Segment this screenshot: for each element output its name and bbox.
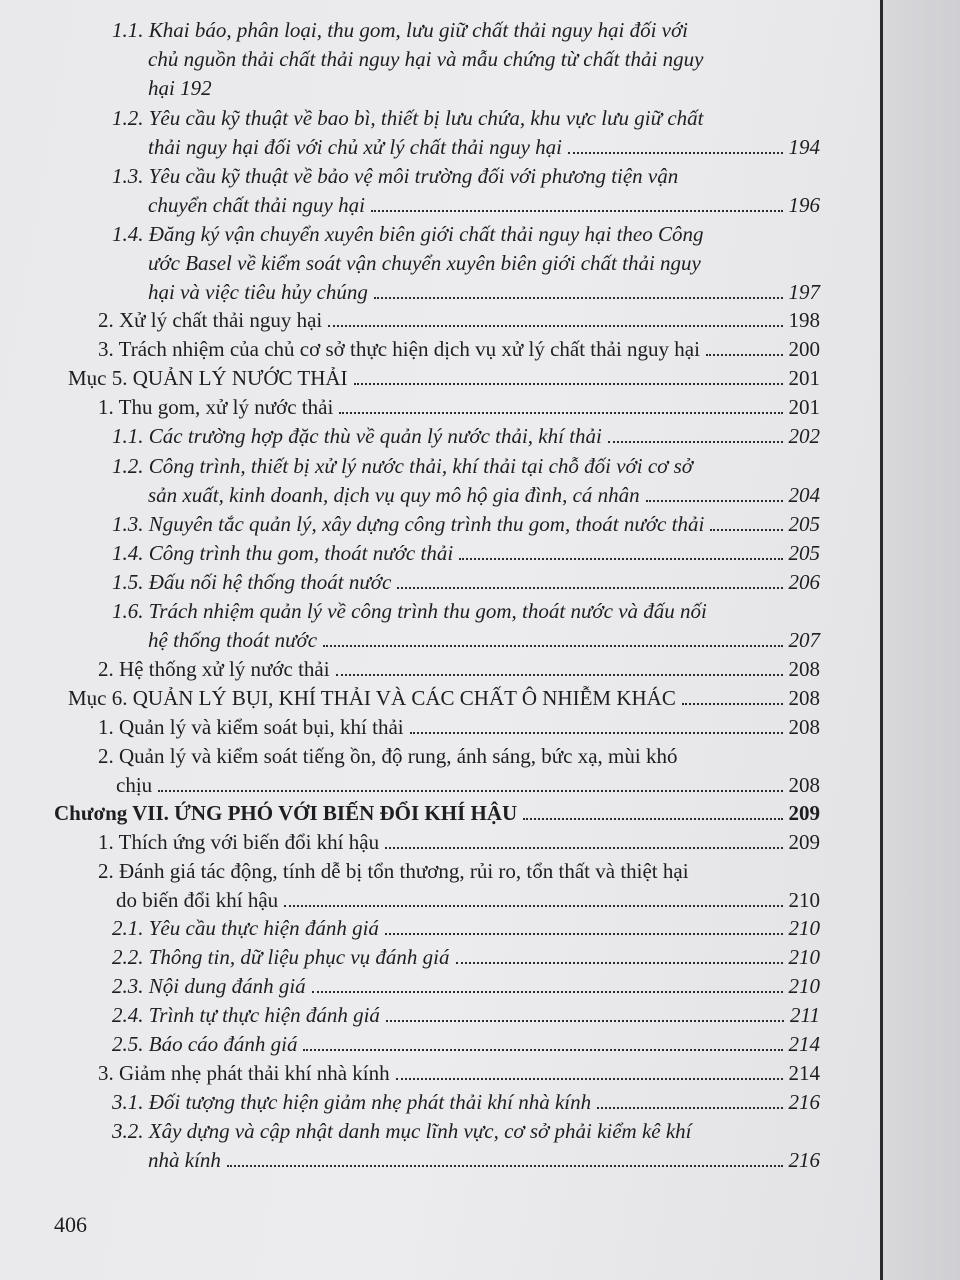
entry-title-line: 3. Giảm nhẹ phát thải khí nhà kính <box>98 1061 390 1085</box>
toc-entry <box>112 16 820 103</box>
entry-page-number: 202 <box>788 424 820 448</box>
toc-entry <box>98 306 820 335</box>
dot-leader <box>386 1020 784 1022</box>
chapter-entry <box>54 799 820 828</box>
entry-page-number: 208 <box>788 686 820 710</box>
dot-leader <box>597 1107 782 1109</box>
entry-title-line: 1.3. Yêu cầu kỹ thuật về bảo vệ môi trường đối với phương tiện vận <box>112 164 679 188</box>
dot-leader <box>284 905 782 907</box>
entry-page-number: 201 <box>788 366 820 390</box>
entry-title-line: sản xuất, kinh doanh, dịch vụ quy mô hộ gia đình, cá nhân <box>148 483 640 507</box>
entry-title-line: 1.3. Nguyên tắc quản lý, xây dựng công trình thu gom, thoát nước thải <box>112 512 705 536</box>
entry-title-line: nhà kính <box>148 1148 221 1172</box>
entry-title-line: hại 192 <box>148 76 212 100</box>
entry-title-line: 2. Xử lý chất thải nguy hại <box>98 308 323 332</box>
toc-entry <box>112 162 820 220</box>
toc-entry <box>98 655 820 684</box>
dot-leader <box>646 500 783 502</box>
toc-entry <box>112 104 820 162</box>
entry-title-line: 2.5. Báo cáo đánh giá <box>112 1032 298 1056</box>
toc-entry <box>98 1059 820 1088</box>
toc-entry <box>112 452 820 510</box>
toc-entry <box>112 1088 820 1117</box>
dot-leader <box>158 790 782 792</box>
toc-entry <box>98 857 820 915</box>
toc-entry <box>98 742 820 800</box>
entry-page-number: 209 <box>788 801 820 825</box>
dot-leader <box>706 354 783 356</box>
dot-leader <box>459 558 782 560</box>
entry-page-number: 216 <box>788 1148 820 1172</box>
entry-title-line: chịu <box>116 773 153 797</box>
entry-page-number: 210 <box>788 888 820 912</box>
entry-title-line: Mục 6. QUẢN LÝ BỤI, KHÍ THẢI VÀ CÁC CHẤT Ô NHIỄM KHÁC <box>68 686 676 710</box>
dot-leader <box>328 325 782 327</box>
entry-title-line: 2.3. Nội dung đánh giá <box>112 974 306 998</box>
entry-title-line: hệ thống thoát nước <box>148 628 318 652</box>
entry-page-number: 204 <box>788 483 820 507</box>
entry-page-number: 200 <box>788 337 820 361</box>
dot-leader <box>396 1078 783 1080</box>
entry-page-number: 194 <box>788 135 820 159</box>
entry-page-number: 209 <box>788 830 820 854</box>
entry-page-number: 201 <box>788 395 820 419</box>
dot-leader <box>410 732 783 734</box>
dot-leader <box>336 674 783 676</box>
dot-leader <box>374 297 783 299</box>
entry-title-line: Chương VII. ỨNG PHÓ VỚI BIẾN ĐỔI KHÍ HẬU <box>54 801 518 825</box>
dot-leader <box>312 991 783 993</box>
toc-entry <box>112 422 820 451</box>
dot-leader <box>371 210 783 212</box>
toc-entry <box>98 828 820 857</box>
page-number: 406 <box>54 1212 87 1237</box>
dot-leader <box>385 847 782 849</box>
entry-page-number: 197 <box>788 280 820 304</box>
entry-page-number: 210 <box>788 916 820 940</box>
entry-title-line: 1.4. Đăng ký vận chuyển xuyên biên giới chất thải nguy hại theo Công <box>112 222 704 246</box>
entry-title-line: 2. Quản lý và kiểm soát tiếng ồn, độ rung, ánh sáng, bức xạ, mùi khó <box>98 744 678 768</box>
dot-leader <box>227 1165 783 1167</box>
entry-title-line: 1.4. Công trình thu gom, thoát nước thải <box>112 541 454 565</box>
entry-page-number: 205 <box>788 541 820 565</box>
toc-entry <box>98 335 820 364</box>
entry-title-line: 1.2. Yêu cầu kỹ thuật về bao bì, thiết bị lưu chứa, khu vực lưu giữ chất <box>112 106 704 130</box>
entry-title-line: 2.4. Trình tự thực hiện đánh giá <box>112 1003 380 1027</box>
entry-page-number: 196 <box>788 193 820 217</box>
entry-page-number: 208 <box>788 657 820 681</box>
dot-leader <box>523 818 782 820</box>
entry-page-number: 211 <box>790 1003 820 1027</box>
entry-title-line: 2. Hệ thống xử lý nước thải <box>98 657 330 681</box>
entry-page-number: 206 <box>788 570 820 594</box>
entry-title-line: 1.6. Trách nhiệm quản lý về công trình thu gom, thoát nước và đấu nối <box>112 599 707 623</box>
entry-title-line: 1.1. Các trường hợp đặc thù về quản lý nước thải, khí thải <box>112 424 602 448</box>
entry-title-line: 3.2. Xây dựng và cập nhật danh mục lĩnh vực, cơ sở phải kiểm kê khí <box>112 1119 692 1143</box>
toc-entry <box>112 220 820 307</box>
entry-title-line: Mục 5. QUẢN LÝ NƯỚC THẢI <box>68 366 348 390</box>
toc-entry <box>112 914 820 943</box>
toc-entry <box>112 1030 820 1059</box>
entry-title-line: 1.1. Khai báo, phân loại, thu gom, lưu giữ chất thải nguy hại đối với <box>112 18 689 42</box>
dot-leader <box>710 529 782 531</box>
entry-title-line: 1. Thích ứng với biến đổi khí hậu <box>98 830 380 854</box>
entry-title-line: 1.5. Đấu nối hệ thống thoát nước <box>112 570 392 594</box>
dot-leader <box>323 645 782 647</box>
entry-title-line: thải nguy hại đối với chủ xử lý chất thải nguy hại <box>148 135 563 159</box>
entry-title-line: 3.1. Đối tượng thực hiện giảm nhẹ phát thải khí nhà kính <box>112 1090 592 1114</box>
entry-title-line: 3. Trách nhiệm của chủ cơ sở thực hiện dịch vụ xử lý chất thải nguy hại <box>98 337 700 361</box>
entry-page-number: 207 <box>788 628 820 652</box>
dot-leader <box>568 152 782 154</box>
dot-leader <box>303 1049 782 1051</box>
entry-page-number: 198 <box>788 308 820 332</box>
entry-page-number: 216 <box>788 1090 820 1114</box>
toc-entry <box>112 943 820 972</box>
dot-leader <box>385 933 783 935</box>
entry-title-line: 1. Thu gom, xử lý nước thải <box>98 395 334 419</box>
entry-title-line: do biến đổi khí hậu <box>116 888 279 912</box>
entry-title-line: 1.2. Công trình, thiết bị xử lý nước thải, khí thải tại chỗ đối với cơ sở <box>112 454 694 478</box>
entry-title-line: 2.2. Thông tin, dữ liệu phục vụ đánh giá <box>112 945 450 969</box>
dot-leader <box>397 587 782 589</box>
entry-title-line: hại và việc tiêu hủy chúng <box>148 280 368 304</box>
dot-leader <box>354 383 783 385</box>
dot-leader <box>339 412 782 414</box>
entry-title-line: chủ nguồn thải chất thải nguy hại và mẫu chứng từ chất thải nguy <box>148 47 704 71</box>
section-entry <box>68 684 820 713</box>
entry-page-number: 214 <box>788 1032 820 1056</box>
entry-title-line: 2. Đánh giá tác động, tính dễ bị tổn thương, rủi ro, tổn thất và thiệt hại <box>98 859 689 883</box>
dot-leader <box>456 962 783 964</box>
dot-leader <box>608 441 783 443</box>
toc-entry <box>112 1117 820 1175</box>
entry-title-line: 2.1. Yêu cầu thực hiện đánh giá <box>112 916 379 940</box>
entry-page-number: 210 <box>788 945 820 969</box>
entry-page-number: 214 <box>788 1061 820 1085</box>
dot-leader <box>682 703 783 705</box>
entry-page-number: 210 <box>788 974 820 998</box>
toc-entry <box>98 393 820 422</box>
toc-entry <box>112 972 820 1001</box>
entry-page-number: 205 <box>788 512 820 536</box>
toc-entry <box>112 1001 820 1030</box>
toc-entry <box>98 713 820 742</box>
toc-entry <box>112 568 820 597</box>
entry-page-number: 208 <box>788 773 820 797</box>
entry-title-line: ước Basel về kiểm soát vận chuyển xuyên biên giới chất thải nguy <box>148 251 701 275</box>
entry-title-line: chuyển chất thải nguy hại <box>148 193 365 217</box>
toc-entry <box>112 510 820 539</box>
entry-page-number: 208 <box>788 715 820 739</box>
entry-title-line: 1. Quản lý và kiểm soát bụi, khí thải <box>98 715 404 739</box>
section-entry <box>68 364 820 393</box>
underlying-page <box>883 0 960 1280</box>
toc-entry <box>112 597 820 655</box>
toc-entry <box>112 539 820 568</box>
